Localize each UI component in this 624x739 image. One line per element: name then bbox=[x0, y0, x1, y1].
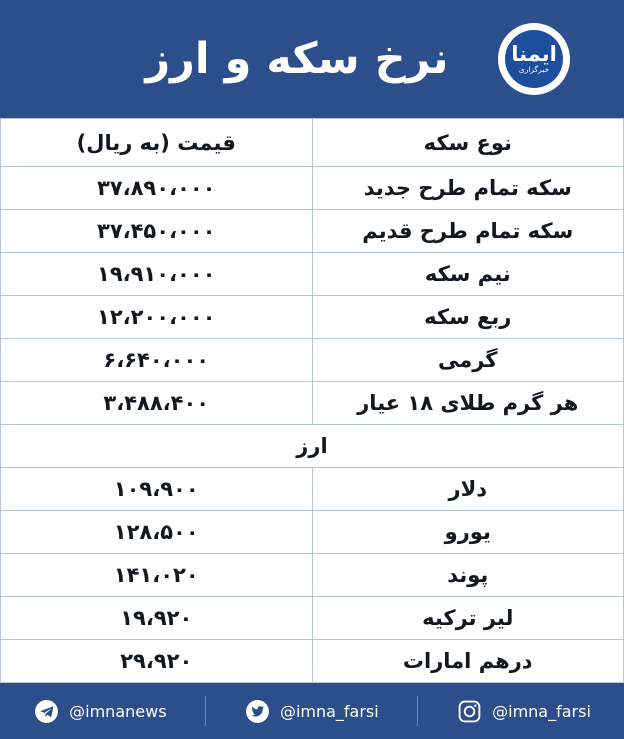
row-price: ۳،۴۸۸،۴۰۰ bbox=[1, 382, 313, 425]
row-name: هر گرم طلای ۱۸ عیار bbox=[312, 382, 624, 425]
social-twitter[interactable] bbox=[244, 698, 379, 725]
table-row bbox=[1, 511, 624, 554]
table-row bbox=[1, 468, 624, 511]
page-title: نرخ سکه و ارز bbox=[145, 33, 449, 84]
row-price: ۲۹،۹۲۰ bbox=[1, 640, 313, 683]
telegram-handle: @imnanews bbox=[69, 701, 167, 721]
table-header-row bbox=[1, 119, 624, 167]
social-instagram[interactable] bbox=[456, 698, 591, 725]
row-name: سکه تمام طرح جدید bbox=[312, 167, 624, 210]
row-price: ۱۲،۲۰۰،۰۰۰ bbox=[1, 296, 313, 339]
table-row bbox=[1, 382, 624, 425]
column-header-price: قیمت (به ریال) bbox=[1, 119, 313, 167]
twitter-handle: @imna_farsi bbox=[279, 701, 379, 721]
column-header-name: نوع سکه bbox=[312, 119, 624, 167]
table-row bbox=[1, 339, 624, 382]
row-price: ۱۴۱،۰۲۰ bbox=[1, 554, 313, 597]
twitter-icon bbox=[244, 698, 271, 725]
row-name: ربع سکه bbox=[312, 296, 624, 339]
social-telegram[interactable] bbox=[33, 698, 166, 725]
table-row bbox=[1, 597, 624, 640]
section-row bbox=[1, 425, 624, 468]
row-price: ۳۷،۸۹۰،۰۰۰ bbox=[1, 167, 313, 210]
row-price: ۱۹،۹۲۰ bbox=[1, 597, 313, 640]
rates-table-container bbox=[0, 118, 624, 683]
row-name: سکه تمام طرح قدیم bbox=[312, 210, 624, 253]
row-name: لیر ترکیه bbox=[312, 597, 624, 640]
table-row bbox=[1, 167, 624, 210]
row-name: گرمی bbox=[312, 339, 624, 382]
row-price: ۶،۶۴۰،۰۰۰ bbox=[1, 339, 313, 382]
footer-divider bbox=[417, 696, 418, 726]
row-name: درهم امارات bbox=[312, 640, 624, 683]
table-row bbox=[1, 640, 624, 683]
row-price: ۳۷،۴۵۰،۰۰۰ bbox=[1, 210, 313, 253]
row-price: ۱۹،۹۱۰،۰۰۰ bbox=[1, 253, 313, 296]
instagram-handle: @imna_farsi bbox=[492, 701, 591, 721]
footer bbox=[0, 683, 624, 739]
row-name: پوند bbox=[312, 554, 624, 597]
row-price: ۱۲۸،۵۰۰ bbox=[1, 511, 313, 554]
row-price: ۱۰۹،۹۰۰ bbox=[1, 468, 313, 511]
instagram-icon bbox=[456, 698, 483, 725]
table-row bbox=[1, 253, 624, 296]
footer-divider bbox=[205, 696, 206, 726]
header bbox=[0, 0, 624, 118]
rates-table bbox=[0, 118, 624, 683]
table-row bbox=[1, 296, 624, 339]
logo-inner bbox=[505, 30, 563, 88]
telegram-icon bbox=[33, 698, 60, 725]
logo-subtitle: خبرگزاری bbox=[518, 65, 550, 74]
row-name: یورو bbox=[312, 511, 624, 554]
table-row bbox=[1, 554, 624, 597]
row-name: دلار bbox=[312, 468, 624, 511]
table-row bbox=[1, 210, 624, 253]
logo-mark: ایمنا bbox=[511, 42, 557, 66]
section-label: ارز bbox=[1, 425, 624, 468]
imna-logo bbox=[498, 23, 570, 95]
row-name: نیم سکه bbox=[312, 253, 624, 296]
